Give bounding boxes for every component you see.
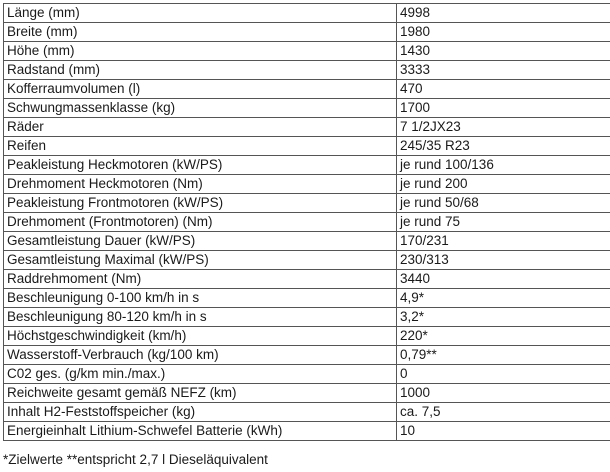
row-label: Beschleunigung 80-120 km/h in s (4, 308, 397, 327)
row-value: 1700 (397, 99, 610, 118)
row-value: 3,2* (397, 308, 610, 327)
row-value: 245/35 R23 (397, 137, 610, 156)
table-row (4, 346, 610, 365)
table-row (4, 156, 610, 175)
row-label: Drehmoment (Frontmotoren) (Nm) (4, 213, 397, 232)
spec-table (3, 3, 610, 441)
row-value: je rund 50/68 (397, 194, 610, 213)
table-row (4, 118, 610, 137)
row-value: 3333 (397, 61, 610, 80)
row-value: ca. 7,5 (397, 403, 610, 422)
row-label: Gesamtleistung Maximal (kW/PS) (4, 251, 397, 270)
table-row (4, 232, 610, 251)
table-row (4, 270, 610, 289)
table-row (4, 403, 610, 422)
table-row (4, 384, 610, 403)
row-value: je rund 100/136 (397, 156, 610, 175)
table-row (4, 4, 610, 23)
row-label: Radstand (mm) (4, 61, 397, 80)
row-label: Reichweite gesamt gemäß NEFZ (km) (4, 384, 397, 403)
table-row (4, 42, 610, 61)
spec-table-body (4, 4, 610, 441)
row-value: je rund 200 (397, 175, 610, 194)
row-label: Höchstgeschwindigkeit (km/h) (4, 327, 397, 346)
table-row (4, 80, 610, 99)
row-label: Peakleistung Heckmotoren (kW/PS) (4, 156, 397, 175)
table-row (4, 251, 610, 270)
table-row (4, 137, 610, 156)
row-value: 0 (397, 365, 610, 384)
row-label: C02 ges. (g/km min./max.) (4, 365, 397, 384)
row-label: Peakleistung Frontmotoren (kW/PS) (4, 194, 397, 213)
table-row (4, 422, 610, 441)
table-row (4, 23, 610, 42)
row-value: 170/231 (397, 232, 610, 251)
row-label: Kofferraumvolumen (l) (4, 80, 397, 99)
row-value: 1980 (397, 23, 610, 42)
row-label: Raddrehmoment (Nm) (4, 270, 397, 289)
row-label: Schwungmassenklasse (kg) (4, 99, 397, 118)
row-value: 3440 (397, 270, 610, 289)
row-label: Breite (mm) (4, 23, 397, 42)
table-row (4, 175, 610, 194)
table-row (4, 61, 610, 80)
row-label: Höhe (mm) (4, 42, 397, 61)
row-label: Wasserstoff-Verbrauch (kg/100 km) (4, 346, 397, 365)
row-value: 0,79** (397, 346, 610, 365)
row-value: 230/313 (397, 251, 610, 270)
row-value: 4,9* (397, 289, 610, 308)
row-value: 7 1/2JX23 (397, 118, 610, 137)
row-value: 1000 (397, 384, 610, 403)
table-row (4, 365, 610, 384)
table-row (4, 308, 610, 327)
row-label: Räder (4, 118, 397, 137)
row-label: Länge (mm) (4, 4, 397, 23)
row-value: 470 (397, 80, 610, 99)
table-row (4, 213, 610, 232)
row-value: 4998 (397, 4, 610, 23)
row-value: 220* (397, 327, 610, 346)
row-label: Beschleunigung 0-100 km/h in s (4, 289, 397, 308)
table-row (4, 289, 610, 308)
row-value: je rund 75 (397, 213, 610, 232)
row-label: Gesamtleistung Dauer (kW/PS) (4, 232, 397, 251)
row-label: Drehmoment Heckmotoren (Nm) (4, 175, 397, 194)
table-row (4, 99, 610, 118)
table-row (4, 194, 610, 213)
row-label: Reifen (4, 137, 397, 156)
row-label: Energieinhalt Lithium-Schwefel Batterie (kWh) (4, 422, 397, 441)
row-label: Inhalt H2-Feststoffspeicher (kg) (4, 403, 397, 422)
table-row (4, 327, 610, 346)
row-value: 10 (397, 422, 610, 441)
row-value: 1430 (397, 42, 610, 61)
footnote: *Zielwerte **entspricht 2,7 l Dieseläquivalent (3, 452, 268, 467)
